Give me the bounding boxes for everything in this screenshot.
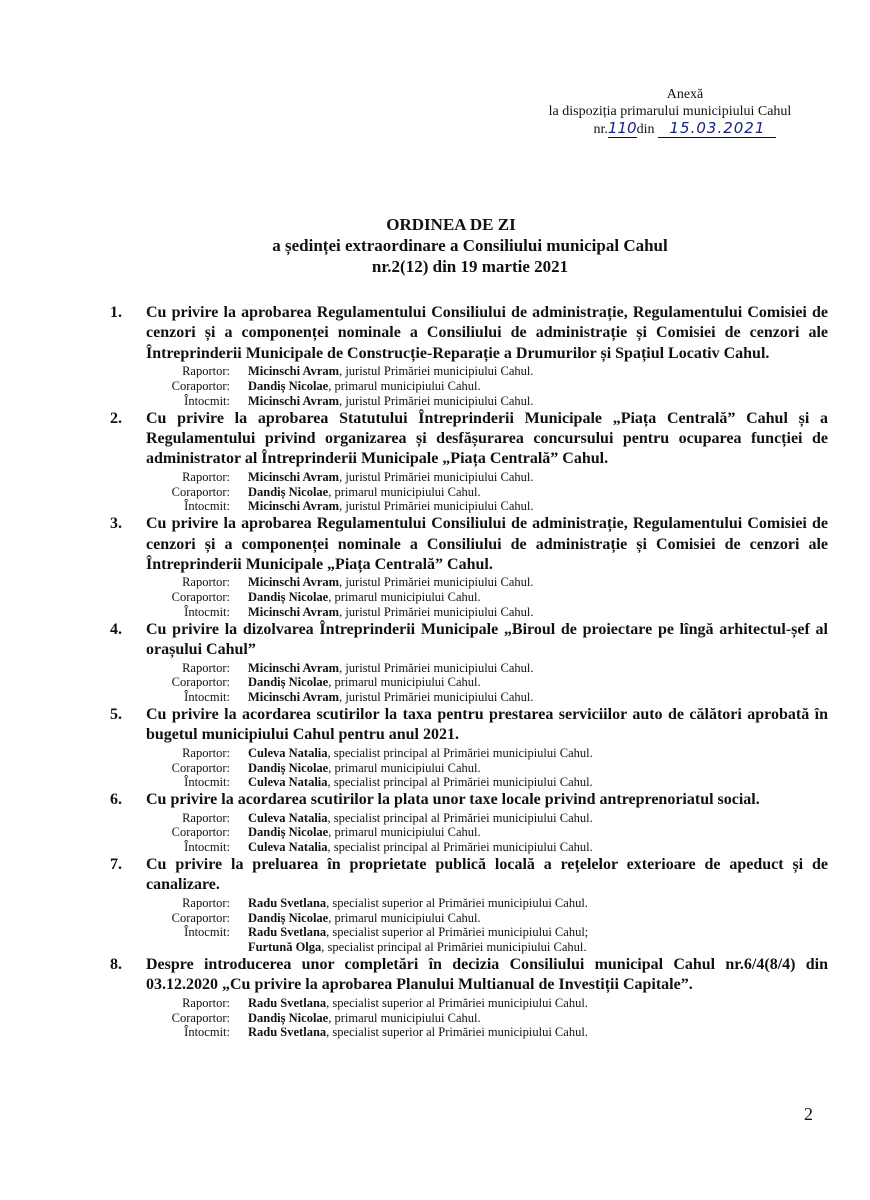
raportor-label: Raportor: [182,660,230,675]
agenda-item [0,409,870,515]
intocmit-line [0,925,870,940]
coraportor-line [0,379,870,394]
intocmit-label: Întocmit: [184,925,230,940]
item-text: Cu privire la preluarea în proprietate publică locală a rețelelor exterioare de apeduct și de canalizare. [146,856,828,894]
coraportor-desc: , primarul municipiului Cahul. [328,590,481,605]
coraportor-label: Coraportor: [171,825,230,840]
raportor-desc: , juristul Primăriei municipiului Cahul. [339,660,534,675]
intocmit-desc: , juristul Primăriei municipiului Cahul. [339,393,534,408]
intocmit-name: Culeva Natalia [248,840,328,855]
intocmit-desc: , specialist principal al Primăriei municipiului Cahul. [327,840,593,855]
coraportor-line [0,590,870,605]
raportor-label: Raportor: [182,575,230,590]
intocmit-line [0,499,870,514]
coraportor-desc: , primarul municipiului Cahul. [328,675,481,690]
raportor-label: Raportor: [182,810,230,825]
coraportor-label: Coraportor: [171,590,230,605]
coraportor-desc: , primarul municipiului Cahul. [328,910,481,925]
intocmit-desc: , specialist principal al Primăriei municipiului Cahul. [327,775,593,790]
agenda-item [0,303,870,409]
intocmit-desc: , juristul Primăriei municipiului Cahul. [339,605,534,620]
agenda-item [0,955,870,1040]
intocmit-desc: , juristul Primăriei municipiului Cahul. [339,499,534,514]
raportor-label: Raportor: [182,995,230,1010]
intocmit-label: Întocmit: [184,605,230,620]
item-text: Cu privire la aprobarea Regulamentului Consiliului de administrație, Regulamentului Comisiei de cenzori și a componenței nominale a Consiliului de administrație și Comisiei de cenzori ale Întreprinderii Municipale de Construcție-Reparație a Drumurilor și Spațiul Locativ Cahul. [146,304,828,362]
raportor-desc: , specialist principal al Primăriei municipiului Cahul. [327,810,593,825]
title-line-2: a ședinței extraordinare a Consiliului municipal Cahul [272,236,668,255]
handwritten-date: 15.03.2021 [658,120,776,138]
intocmit-name: Micinschi Avram [248,499,340,514]
agenda-item [0,620,870,705]
raportor-name: Micinschi Avram [248,469,340,484]
item-number: 8. [110,956,122,974]
coraportor-line [0,825,870,840]
raportor-name: Micinschi Avram [248,364,340,379]
raportor-line [0,364,870,379]
item-text: Despre introducerea unor completări în decizia Consiliului municipal Cahul nr.6/4(8/4) din 03.12.2020 „Cu privire la aprobarea Planului Multianual de Investiții Capitale”. [146,956,828,994]
raportor-line [0,896,870,911]
coraportor-desc: , primarul municipiului Cahul. [328,825,481,840]
coraportor-line [0,911,870,926]
raportor-desc: , juristul Primăriei municipiului Cahul. [339,469,534,484]
raportor-desc: , juristul Primăriei municipiului Cahul. [339,575,534,590]
item-text: Cu privire la aprobarea Statutului Întreprinderii Municipale „Piața Centrală” Cahul și a Regulamentului privind organizarea și desfășurarea concursului pentru ocuparea funcției de administrator al Întreprinderii Municipale „Piața Centrală” Cahul. [146,409,828,468]
raportor-name: Radu Svetlana [248,895,327,910]
raportor-name: Radu Svetlana [248,995,327,1010]
item-number: 4. [110,620,122,638]
annex-header [520,86,820,138]
coraportor-label: Coraportor: [171,760,230,775]
item-number: 6. [110,791,122,809]
intocmit-label: Întocmit: [184,775,230,790]
coraportor-name: Dandiș Nicolae [248,675,329,690]
intocmit-name: Micinschi Avram [248,690,340,705]
raportor-name: Micinschi Avram [248,660,340,675]
annex-reference [520,120,820,138]
intocmit-name-2: Furtună Olga [248,940,322,955]
raportor-line [0,746,870,761]
raportor-line [0,470,870,485]
agenda-item [0,705,870,790]
item-number: 3. [110,515,122,533]
raportor-line [0,575,870,590]
raportor-name: Micinschi Avram [248,575,340,590]
raportor-label: Raportor: [182,895,230,910]
raportor-desc: , specialist superior al Primăriei municipiului Cahul. [326,995,588,1010]
intocmit-label: Întocmit: [184,840,230,855]
intocmit-name: Radu Svetlana [248,1025,327,1040]
item-text: Cu privire la acordarea scutirilor la plata unor taxe locale privind antreprenoriatul social. [146,791,760,809]
item-number: 5. [110,706,122,724]
coraportor-name: Dandiș Nicolae [248,760,329,775]
raportor-line [0,996,870,1011]
coraportor-name: Dandiș Nicolae [248,1010,329,1025]
coraportor-desc: , primarul municipiului Cahul. [328,379,481,394]
coraportor-line [0,675,870,690]
raportor-label: Raportor: [182,469,230,484]
annex-subtitle: la dispoziția primarului municipiului Cahul [548,104,792,119]
coraportor-line [0,761,870,776]
intocmit-name: Micinschi Avram [248,605,340,620]
raportor-label: Raportor: [182,745,230,760]
title-line-1: ORDINEA DE ZI [386,215,516,234]
intocmit-line [0,775,870,790]
agenda-list [0,303,870,1040]
annex-title: Anexă [666,87,704,102]
intocmit-line-2 [0,940,870,955]
coraportor-desc: , primarul municipiului Cahul. [328,1010,481,1025]
coraportor-label: Coraportor: [171,379,230,394]
intocmit-line [0,394,870,409]
item-text: Cu privire la aprobarea Regulamentului Consiliului de administrație, Regulamentului Comisiei de cenzori și a componenței nominale a Consiliului de administrație și Comisiei de cenzori ale Întreprinderii Municipale „Piața Centrală” Cahul. [146,515,828,574]
agenda-item [0,790,870,855]
coraportor-desc: , primarul municipiului Cahul. [328,760,481,775]
raportor-desc: , juristul Primăriei municipiului Cahul. [339,364,534,379]
intocmit-label: Întocmit: [184,393,230,408]
handwritten-number: 110 [607,119,637,137]
intocmit-line [0,690,870,705]
intocmit-label: Întocmit: [184,1025,230,1040]
intocmit-line [0,1025,870,1040]
intocmit-label: Întocmit: [184,499,230,514]
coraportor-label: Coraportor: [171,1010,230,1025]
intocmit-name: Culeva Natalia [248,775,328,790]
intocmit-desc: , specialist superior al Primăriei municipiului Cahul; [326,925,589,940]
raportor-line [0,661,870,676]
nr-prefix: nr. [593,122,608,137]
coraportor-name: Dandiș Nicolae [248,910,329,925]
coraportor-line [0,1011,870,1026]
page-number: 2 [804,1104,813,1124]
coraportor-desc: , primarul municipiului Cahul. [328,484,481,499]
agenda-item [0,855,870,955]
intocmit-desc-2: , specialist principal al Primăriei municipiului Cahul. [321,940,587,955]
item-text: Cu privire la acordarea scutirilor la taxa pentru prestarea serviciilor auto de călători aprobată în bugetul municipiului Cahul pentru anul 2021. [146,706,828,744]
agenda-item [0,514,870,620]
item-number: 1. [110,304,122,321]
intocmit-desc: , juristul Primăriei municipiului Cahul. [339,690,534,705]
coraportor-name: Dandiș Nicolae [248,484,329,499]
intocmit-name: Radu Svetlana [248,925,327,940]
raportor-desc: , specialist principal al Primăriei municipiului Cahul. [327,745,593,760]
coraportor-label: Coraportor: [171,910,230,925]
item-number: 7. [110,856,122,874]
raportor-desc: , specialist superior al Primăriei municipiului Cahul. [326,895,588,910]
din-label: din [636,122,655,137]
intocmit-line [0,840,870,855]
intocmit-desc: , specialist superior al Primăriei municipiului Cahul. [326,1025,588,1040]
coraportor-name: Dandiș Nicolae [248,825,329,840]
intocmit-line [0,605,870,620]
coraportor-name: Dandiș Nicolae [248,379,329,394]
coraportor-label: Coraportor: [171,484,230,499]
document-title [0,214,870,277]
raportor-name: Culeva Natalia [248,745,328,760]
title-line-3: nr.2(12) din 19 martie 2021 [371,257,569,276]
item-text: Cu privire la dizolvarea Întreprinderii Municipale „Biroul de proiectare pe lîngă arhitectul-șef al orașului Cahul” [146,620,828,659]
item-number: 2. [110,409,122,427]
intocmit-name: Micinschi Avram [248,393,340,408]
intocmit-label: Întocmit: [184,690,230,705]
coraportor-line [0,485,870,500]
raportor-label: Raportor: [182,364,230,379]
raportor-line [0,811,870,826]
coraportor-name: Dandiș Nicolae [248,590,329,605]
raportor-name: Culeva Natalia [248,810,328,825]
coraportor-label: Coraportor: [171,675,230,690]
